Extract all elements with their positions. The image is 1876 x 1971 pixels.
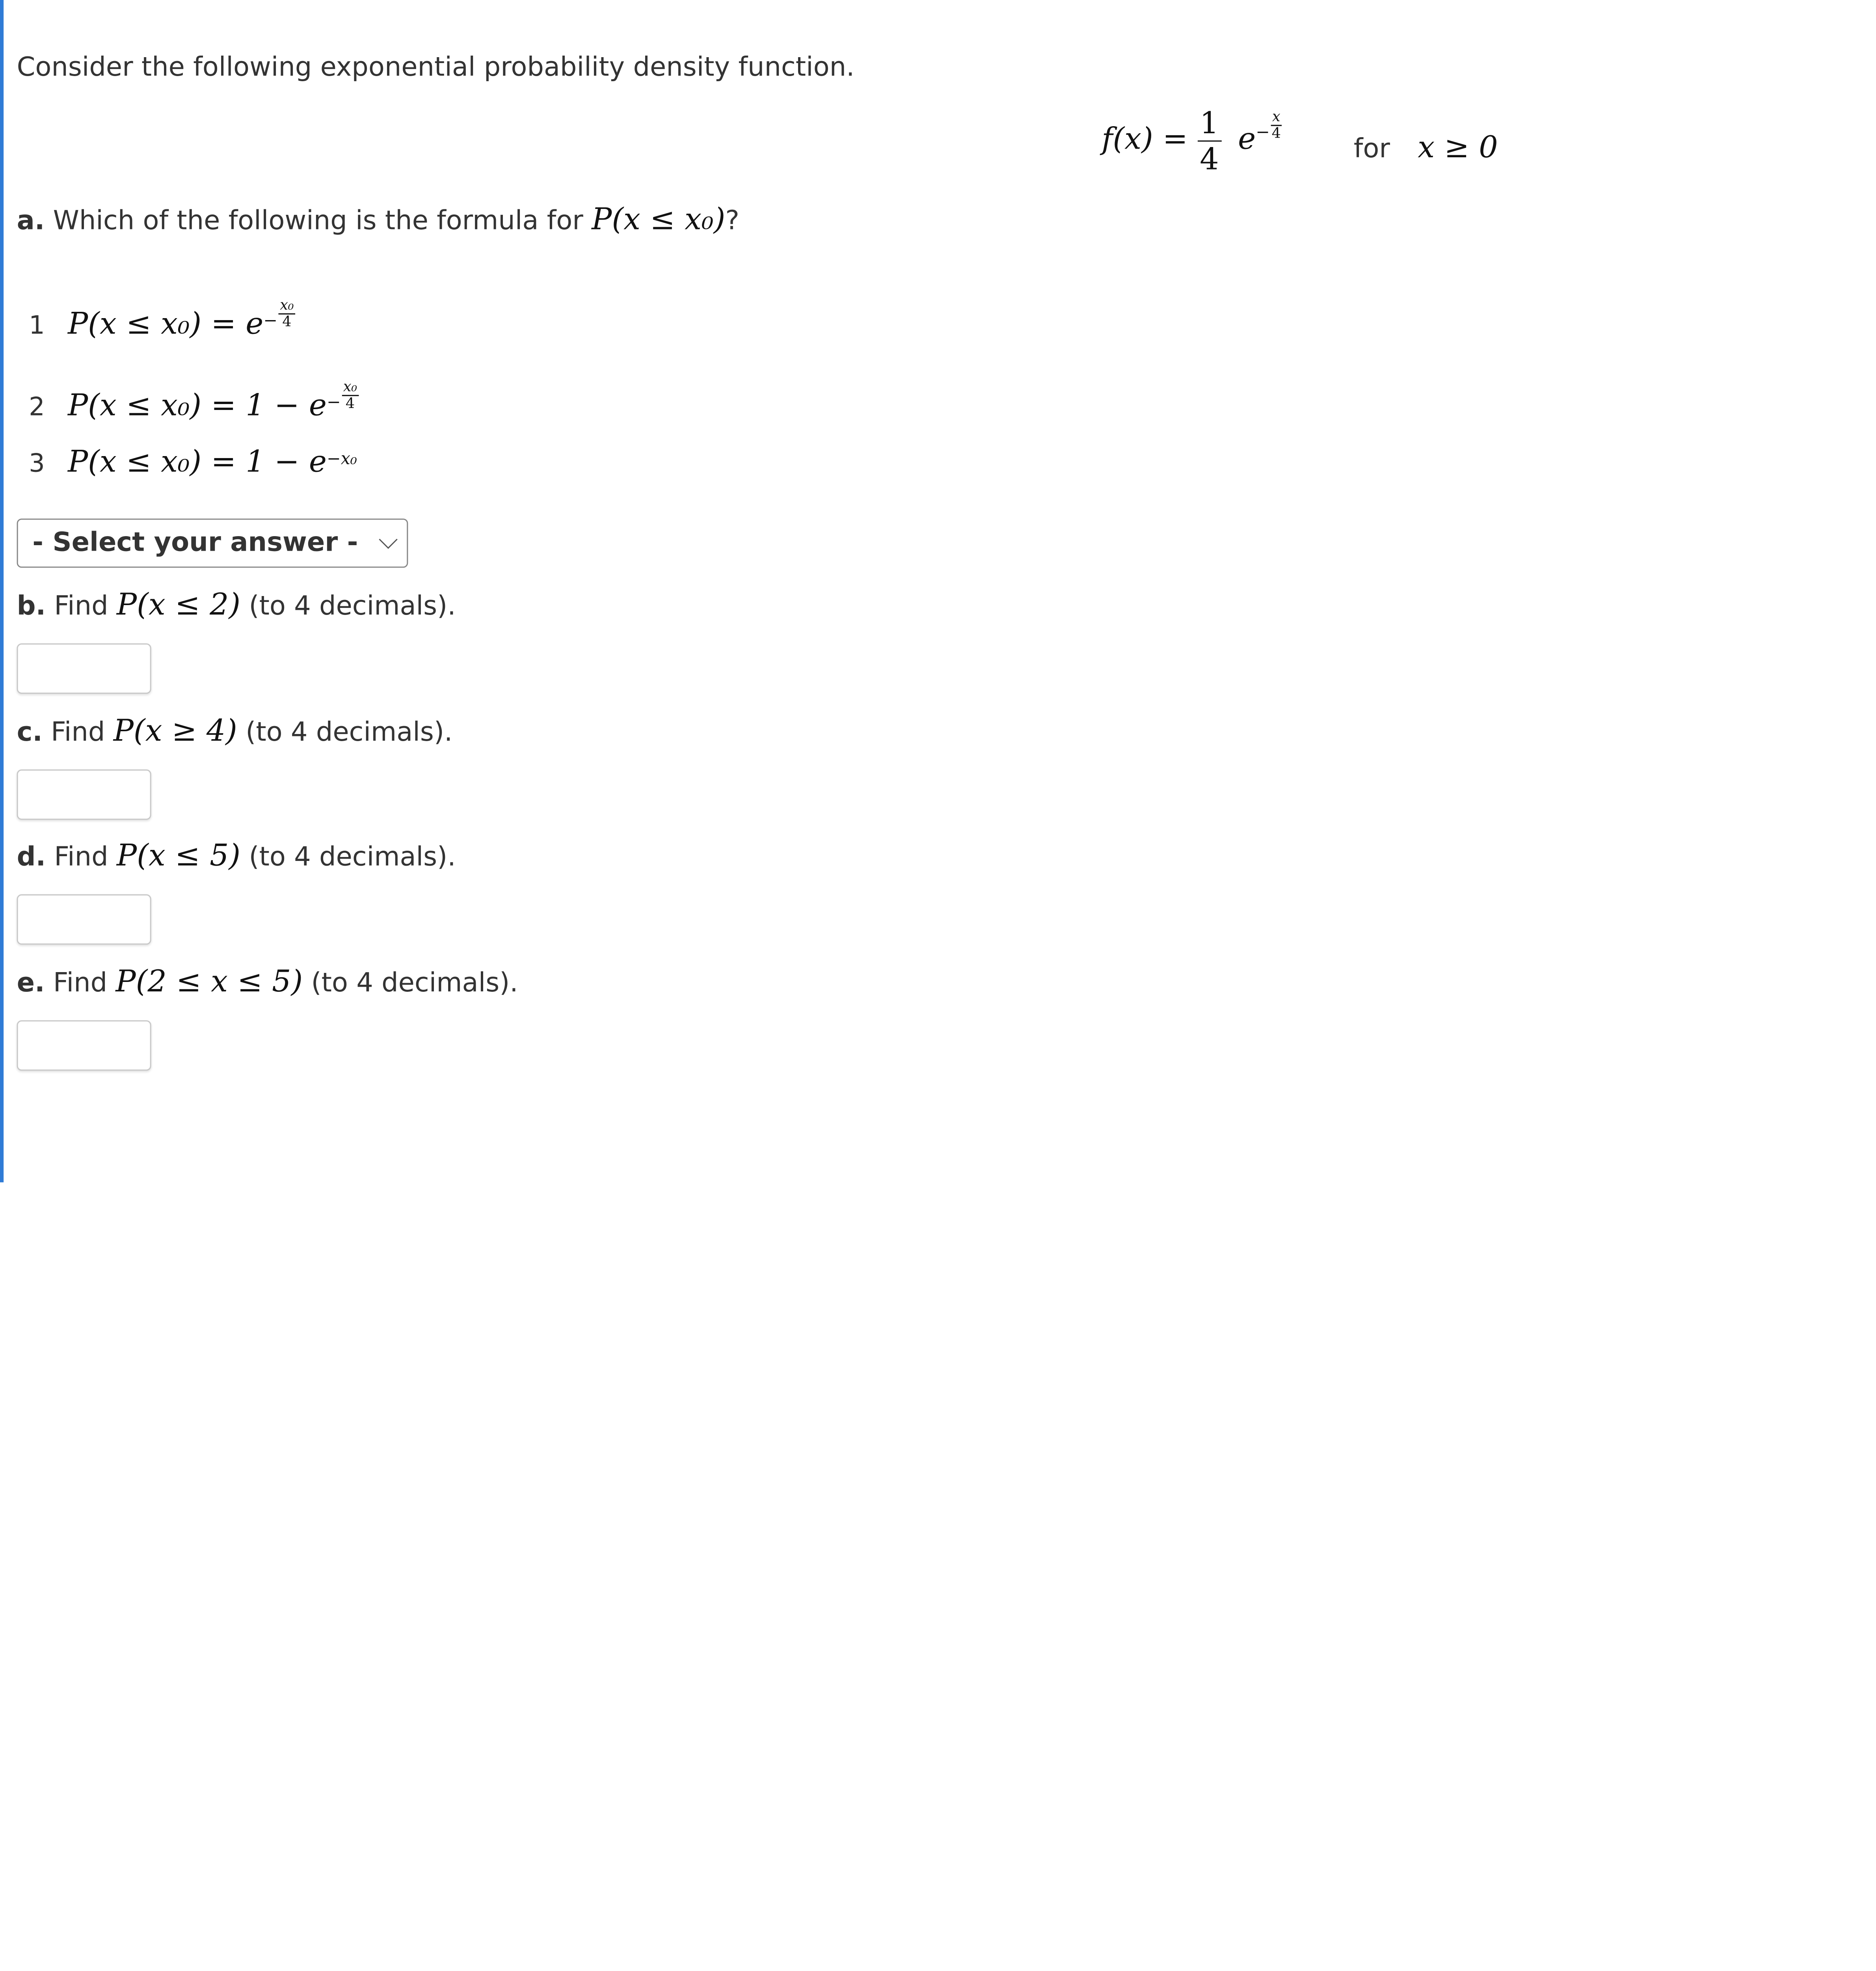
condition-math: x ≥ 0 [1418, 129, 1498, 165]
question-find: Find [54, 592, 108, 622]
question-math: P(x ≥ 4) [113, 713, 237, 748]
part-c-question [17, 713, 453, 748]
part-d-answer-input[interactable] [17, 894, 151, 945]
question-math: P(x ≤ 5) [116, 838, 241, 873]
part-a-math: P(x ≤ x₀) [592, 201, 726, 237]
question-label: e. [17, 969, 45, 999]
condition-for: for [1353, 134, 1390, 165]
question-label: c. [17, 717, 43, 748]
part-b-answer-input[interactable] [17, 643, 151, 694]
part-a-end: ? [725, 206, 739, 237]
question-math: P(x ≤ 2) [116, 587, 241, 622]
question-suffix: (to 4 decimals). [249, 592, 456, 622]
part-a-text: Which of the following is the formula for [53, 206, 583, 237]
option-exp-sign: − [263, 311, 278, 331]
question-find: Find [51, 717, 105, 748]
option-2 [29, 379, 358, 422]
part-b-question [17, 587, 456, 622]
formula-condition [1354, 130, 1498, 164]
select-label: - Select your answer - [32, 528, 358, 558]
question-suffix: (to 4 decimals). [249, 842, 456, 873]
part-e-question [17, 964, 518, 999]
option-number: 2 [29, 392, 45, 421]
question-math: P(2 ≤ x ≤ 5) [115, 964, 303, 999]
question-suffix: (to 4 decimals). [246, 717, 453, 748]
formula-lhs: f(x) = [1102, 121, 1188, 156]
chevron-down-icon [379, 530, 397, 549]
formula-base: e [1238, 121, 1256, 156]
option-1 [29, 298, 295, 341]
option-number: 3 [29, 449, 45, 478]
option-exponent: −x₀ [327, 449, 357, 469]
part-d-question [17, 838, 456, 872]
formula-coefficient: $\frac{1}{4}$ [1197, 106, 1221, 177]
question-find: Find [53, 969, 108, 999]
part-a-question [17, 202, 739, 237]
part-c-answer-input[interactable] [17, 769, 151, 820]
question-label: b. [17, 592, 46, 622]
formula-exp-sign: − [1256, 123, 1270, 143]
question-label: d. [17, 842, 46, 873]
option-lhs: P(x ≤ x₀) = 1 − e [67, 387, 327, 423]
option-number: 1 [29, 311, 45, 340]
pdf-formula [1102, 106, 1281, 177]
part-e-answer-input[interactable] [17, 1020, 151, 1071]
option-exp-sign: − [327, 393, 341, 413]
option-exponent: $\frac{\text{x₀}}{4}$ [342, 379, 358, 411]
option-3 [29, 444, 357, 479]
formula-exponent: $\frac{x}{4}$ [1271, 108, 1281, 142]
intro-text: Consider the following exponential probability density function. [17, 52, 855, 83]
part-a-label: a. [17, 206, 45, 237]
answer-select[interactable] [17, 518, 408, 568]
option-exponent: $\frac{\text{x₀}}{4}$ [279, 298, 295, 329]
question-suffix: (to 4 decimals). [311, 969, 518, 999]
left-accent-rule [0, 0, 4, 1182]
option-lhs: P(x ≤ x₀) = e [67, 306, 264, 341]
question-find: Find [54, 842, 108, 873]
option-lhs: P(x ≤ x₀) = 1 − e [67, 444, 327, 479]
